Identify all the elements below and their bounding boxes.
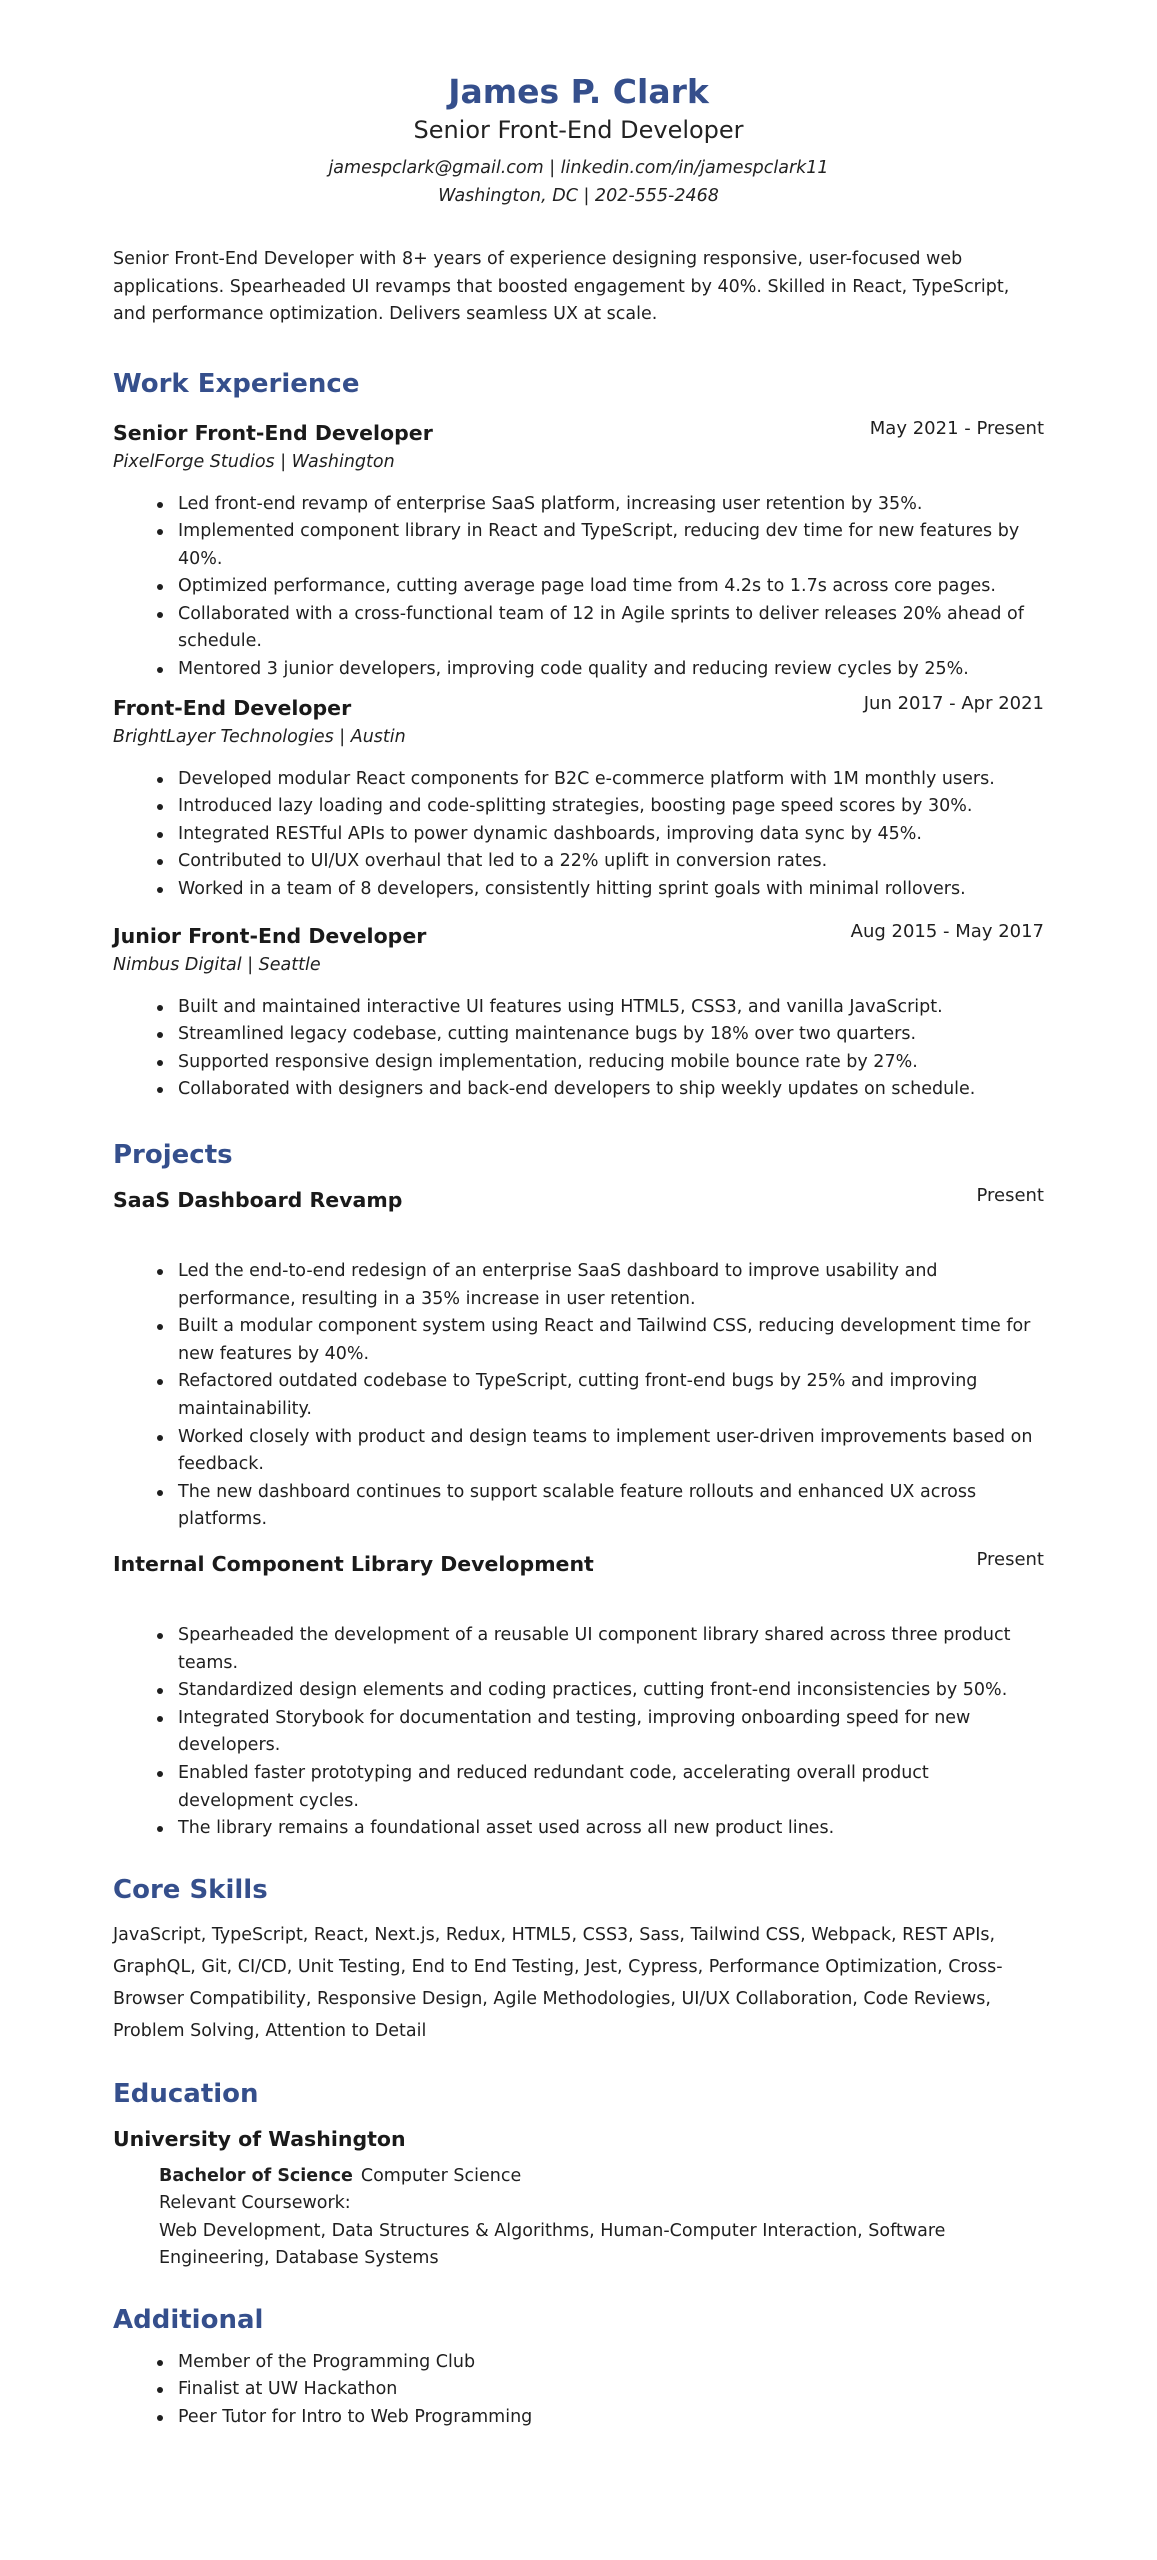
job-bullets (113, 766, 1044, 904)
candidate-title: Senior Front-End Developer (413, 116, 744, 144)
job-company: BrightLayer Technologies | Austin (113, 726, 406, 747)
project-bullet: The new dashboard continues to support scalable feature rollouts and enhanced UX across platforms. (178, 1479, 1044, 1534)
job-bullets (113, 491, 1044, 684)
additional-bullets (113, 2349, 1044, 2432)
project-entry (113, 1186, 1044, 1534)
section-heading-skills: Core Skills (113, 1874, 268, 1905)
project-bullet: Standardized design elements and coding practices, cutting front-end inconsistencies by 50%. (178, 1677, 1044, 1705)
job-header (113, 419, 1044, 449)
job-dates: Jun 2017 - Apr 2021 (863, 692, 1044, 714)
contact-info (113, 154, 1044, 210)
contact-line-location-phone: Washington, DC | 202-555-2468 (438, 186, 719, 206)
job-company: Nimbus Digital | Seattle (113, 954, 321, 975)
project-bullet: Refactored outdated codebase to TypeScript, cutting front-end bugs by 25% and improving maintainability. (178, 1368, 1044, 1423)
additional-item: Member of the Programming Club (178, 2349, 1044, 2377)
job-entry (113, 694, 1044, 904)
job-entry (113, 419, 1044, 684)
contact-line-email-linkedin: jamespclark@gmail.com | linkedin.com/in/jamespclark11 (328, 158, 829, 178)
job-role: Front-End Developer (113, 695, 352, 720)
additional-section (113, 2303, 1044, 2432)
job-bullet: Supported responsive design implementation, reducing mobile bounce rate by 27%. (178, 1049, 1044, 1077)
job-bullet: Collaborated with a cross-functional team of 12 in Agile sprints to deliver releases 20% ahead of schedule. (178, 601, 1044, 656)
degree-field: Computer Science (360, 2165, 522, 2186)
professional-summary: Senior Front-End Developer with 8+ years of experience designing responsive, user-focused web applications. Spearheaded UI revamps that boosted engagement by 40%. Skilled in React, TypeScript, and performance optimization. Delivers seamless UX at scale. (113, 249, 1010, 324)
project-dates: Present (976, 1185, 1044, 1206)
job-bullet: Collaborated with designers and back-end developers to ship weekly updates on schedule. (178, 1076, 1044, 1104)
skills-list: JavaScript, TypeScript, React, Next.js, Redux, HTML5, CSS3, Sass, Tailwind CSS, Webpack, REST APIs, GraphQL, Git, CI/CD, Unit Testing, End to End Testing, Jest, Cypress, Performance Optimization, Cross-Browser Compatibility, Responsive Design, Agile Methodologies, UI/UX Collaboration, Code Reviews, Problem Solving, Attention to Detail (113, 1924, 1003, 2041)
section-heading-education: Education (113, 2078, 259, 2109)
job-company: PixelForge Studios | Washington (113, 451, 395, 472)
coursework-list: Web Development, Data Structures & Algorithms, Human-Computer Interaction, Software Engineering, Database Systems (159, 2220, 946, 2269)
job-header (113, 694, 1044, 724)
job-dates: Aug 2015 - May 2017 (850, 920, 1044, 942)
additional-item: Peer Tutor for Intro to Web Programming (178, 2404, 1044, 2432)
section-heading-work: Work Experience (113, 368, 360, 399)
project-name: Internal Component Library Development (113, 1551, 594, 1576)
job-bullet: Streamlined legacy codebase, cutting maintenance bugs by 18% over two quarters. (178, 1021, 1044, 1049)
project-bullet: Worked closely with product and design teams to implement user-driven improvements based on feedback. (178, 1424, 1044, 1479)
project-bullet: Built a modular component system using React and Tailwind CSS, reducing development time for new features by 40%. (178, 1313, 1044, 1368)
job-bullet: Developed modular React components for B2C e-commerce platform with 1M monthly users. (178, 766, 1044, 794)
project-dates: Present (976, 1548, 1044, 1570)
core-skills-section (113, 1873, 1044, 2047)
job-bullet: Contributed to UI/UX overhaul that led to a 22% uplift in conversion rates. (178, 848, 1044, 876)
project-bullet: Integrated Storybook for documentation and testing, improving onboarding speed for new developers. (178, 1705, 1044, 1760)
project-bullet: Enabled faster prototyping and reduced redundant code, accelerating overall product development cycles. (178, 1760, 1044, 1815)
project-header (113, 1186, 1044, 1216)
education-section (113, 2077, 1044, 2273)
project-header (113, 1550, 1044, 1580)
job-bullet: Implemented component library in React and TypeScript, reducing dev time for new features by 40%. (178, 518, 1044, 573)
job-entry (113, 922, 1044, 1104)
project-entry (113, 1550, 1044, 1843)
degree-name: Bachelor of Science (159, 2165, 353, 2186)
candidate-name: James P. Clark (448, 72, 709, 111)
work-experience-section (113, 367, 1044, 1105)
resume-header (113, 0, 1044, 210)
project-bullet: Led the end-to-end redesign of an enterprise SaaS dashboard to improve usability and performance, resulting in a 35% increase in user retention. (178, 1258, 1044, 1313)
projects-section (113, 1138, 1044, 1843)
job-bullet: Integrated RESTful APIs to power dynamic dashboards, improving data sync by 45%. (178, 821, 1044, 849)
project-bullet: The library remains a foundational asset used across all new product lines. (178, 1815, 1044, 1843)
project-bullet: Spearheaded the development of a reusable UI component library shared across three product teams. (178, 1622, 1044, 1677)
additional-item: Finalist at UW Hackathon (178, 2376, 1044, 2404)
project-bullets (113, 1622, 1044, 1843)
job-bullets (113, 994, 1044, 1104)
project-name: SaaS Dashboard Revamp (113, 1188, 403, 1212)
job-bullet: Optimized performance, cutting average page load time from 4.2s to 1.7s across core pages. (178, 573, 1044, 601)
project-bullets (113, 1258, 1044, 1534)
education-details (113, 2163, 1044, 2273)
section-heading-projects: Projects (113, 1140, 233, 1170)
coursework-label: Relevant Coursework: (159, 2193, 351, 2214)
job-role: Junior Front-End Developer (113, 923, 427, 948)
job-role: Senior Front-End Developer (113, 420, 433, 445)
school-name: University of Washington (113, 2126, 406, 2151)
job-bullet: Built and maintained interactive UI features using HTML5, CSS3, and vanilla JavaScript. (178, 994, 1044, 1022)
job-bullet: Mentored 3 junior developers, improving code quality and reducing review cycles by 25%. (178, 656, 1044, 684)
job-bullet: Led front-end revamp of enterprise SaaS platform, increasing user retention by 35%. (178, 491, 1044, 519)
section-heading-additional: Additional (113, 2304, 264, 2335)
job-bullet: Worked in a team of 8 developers, consistently hitting sprint goals with minimal rollovers. (178, 876, 1044, 904)
degree-line (159, 2163, 1044, 2191)
job-dates: May 2021 - Present (869, 417, 1044, 439)
job-bullet: Introduced lazy loading and code-splitting strategies, boosting page speed scores by 30%. (178, 793, 1044, 821)
job-header (113, 922, 1044, 952)
